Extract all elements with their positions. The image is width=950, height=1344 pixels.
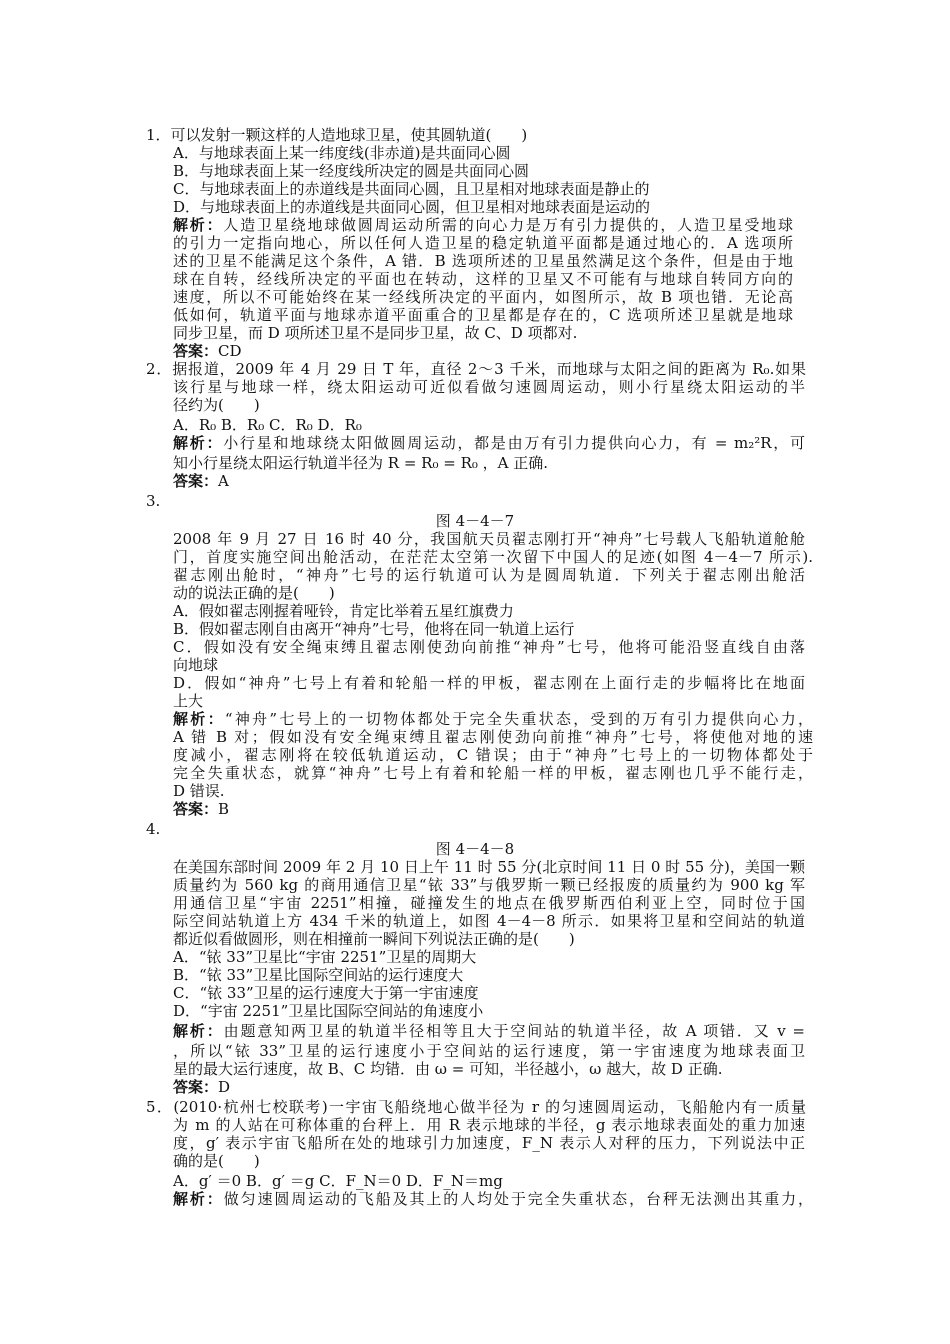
q3-analysis-line: 度减小，翟志刚将在较低轨道运动，C 错误；由于“神舟”七号上的一切物体都处于 — [173, 746, 813, 764]
q5-stem-line: 度，g′ 表示宇宙飞船所在处的地球引力加速度，F_N 表示人对秤的压力，下列说法中正 — [173, 1134, 805, 1152]
q3-answer: 答案：B — [173, 800, 230, 818]
q5-stem-line: 确的是( ) — [173, 1152, 260, 1170]
q3-analysis-label: 解析： — [173, 710, 225, 728]
q3-stem-line: 动的说法正确的是( ) — [173, 584, 335, 602]
q3-analysis-line: 解析：“神舟”七号上的一切物体都处于完全失重状态，受到的万有引力提供向心力， — [173, 710, 813, 728]
q4-option-d: D．“宇宙 2251”卫星比国际空间站的角速度小 — [173, 1002, 484, 1020]
q3-analysis-line: A 错 B 对；假如没有安全绳束缚且翟志刚使劲向前推“神舟”七号，将使他对地的速 — [173, 728, 813, 746]
q4-analysis-line: 星的最大运行速度，故 B、C 均错．由 ω = 可知，半径越小，ω 越大，故 D 正确. — [173, 1060, 723, 1078]
q4-analysis-label: 解析： — [173, 1022, 224, 1040]
q4-stem-line: 都近似看做圆形，则在相撞前一瞬间下列说法正确的是( ) — [173, 930, 575, 948]
q4-answer-label: 答案： — [173, 1078, 219, 1096]
q1-analysis-line: 同步卫星，而 D 项所述卫星不是同步卫星，故 C、D 项都对. — [173, 324, 578, 342]
q4-figure-caption: 图 4－4－8 — [435, 840, 515, 858]
q2-stem-line: 该行星与地球一样，绕太阳运动可近似看做匀速圆周运动，则小行星绕太阳运动的半 — [173, 378, 805, 396]
q2-answer: 答案：A — [173, 472, 229, 490]
q1-analysis-line: 解析：人造卫星绕地球做圆周运动所需的向心力是万有引力提供的，人造卫星受地球 — [173, 216, 793, 234]
q3-figure-caption: 图 4－4－7 — [435, 512, 515, 530]
q1-option-c: C．与地球表面上的赤道线是共面同心圆，且卫星相对地球表面是静止的 — [173, 180, 650, 198]
q4-analysis-line: ，所以“铱 33”卫星的运行速度小于空间站的运行速度，第一宇宙速度为地球表面卫 — [173, 1042, 805, 1060]
q3-option-d-cont: 上大 — [173, 692, 204, 710]
q1-analysis-line: 述的卫星不能满足这个条件，A 错．B 选项所述的卫星虽然满足这个条件，但是由于地 — [173, 252, 793, 270]
q5-stem-line: 5．(2010·杭州七校联考)一宇宙飞船绕地心做半径为 r 的匀速圆周运动，飞船舱内有一质量 — [146, 1098, 806, 1116]
q5-stem-line: 为 m 的人站在可称体重的台秤上．用 R 表示地球的半径，g 表示地球表面处的重力加速 — [173, 1116, 805, 1134]
q3-analysis-line: 完全失重状态，就算“神舟”七号上有着和轮船一样的甲板，翟志刚也几乎不能行走， — [173, 764, 813, 782]
q1-stem: 1．可以发射一颗这样的人造地球卫星，使其圆轨道( ) — [146, 126, 528, 144]
q1-answer-label: 答案： — [173, 342, 219, 360]
q3-stem-line: 2008 年 9 月 27 日 16 时 40 分，我国航天员翟志刚打开“神舟”七号载人飞船轨道舱舱 — [173, 530, 805, 548]
q3-stem-line: 门，首度实施空间出舱活动，在茫茫太空第一次留下中国人的足迹(如图 4－4－7 所示). — [173, 548, 813, 566]
q4-stem-line: 际空间站轨道上方 434 千米的轨道上，如图 4－4－8 所示．如果将卫星和空间站的轨道 — [173, 912, 805, 930]
q4-stem-line: 质量约为 560 kg 的商用通信卫星“铱 33”与俄罗斯一颗已经报废的质量约为 900 kg 军 — [173, 876, 805, 894]
q3-option-d: D．假如“神舟”七号上有着和轮船一样的甲板，翟志刚在上面行走的步幅将比在地面 — [173, 674, 805, 692]
q1-analysis-line: 球在自转，经线所决定的平面也在转动，这样的卫星又不可能有与地球自转同方向的 — [173, 270, 793, 288]
q4-analysis-line: 解析：由题意知两卫星的轨道半径相等且大于空间站的轨道半径，故 A 项错．又 v = — [173, 1022, 805, 1040]
q1-answer: 答案：CD — [173, 342, 242, 360]
q1-analysis-label: 解析： — [173, 216, 224, 234]
q1-option-b: B．与地球表面上某一经度线所决定的圆是共面同心圆 — [173, 162, 530, 180]
q5-options: A．g′ ＝0 B．g′ ＝g C．F_N＝0 D．F_N＝mg — [173, 1172, 503, 1190]
q1-option-a: A．与地球表面上某一纬度线(非赤道)是共面同心圆 — [173, 144, 511, 162]
q4-answer: 答案：D — [173, 1078, 231, 1096]
q5-analysis-label: 解析： — [173, 1190, 224, 1208]
q3-option-a: A．假如翟志刚握着哑铃，肯定比举着五星红旗费力 — [173, 602, 514, 620]
q5-analysis-line: 解析：做匀速圆周运动的飞船及其上的人均处于完全失重状态，台秤无法测出其重力， — [173, 1190, 813, 1208]
q1-analysis-line: 的引力一定指向地心，所以任何人造卫星的稳定轨道平面都是通过地心的．A 选项所 — [173, 234, 793, 252]
q3-option-c-cont: 向地球 — [173, 656, 219, 674]
q4-option-c: C．“铱 33”卫星的运行速度大于第一宇宙速度 — [173, 984, 479, 1002]
q4-stem-line: 用通信卫星“宇宙 2251”相撞，碰撞发生的地点在俄罗斯西伯利亚上空，同时位于国 — [173, 894, 805, 912]
q3-option-b: B．假如翟志刚自由离开“神舟”七号，他将在同一轨道上运行 — [173, 620, 575, 638]
q4-option-a: A．“铱 33”卫星比“宇宙 2251”卫星的周期大 — [173, 948, 477, 966]
q4-option-b: B．“铱 33”卫星比国际空间站的运行速度大 — [173, 966, 464, 984]
q2-analysis-label: 解析： — [173, 434, 224, 452]
q1-analysis-line: 速度，所以不可能始终在某一经线所决定的平面内，如图所示，故 B 项也错．无论高 — [173, 288, 793, 306]
q4-number: 4. — [146, 820, 161, 838]
q3-stem-line: 翟志刚出舱时，“神舟”七号的运行轨道可认为是圆周轨道．下列关于翟志刚出舱活 — [173, 566, 805, 584]
q2-analysis-line: 解析：小行星和地球绕太阳做圆周运动，都是由万有引力提供向心力，有 = m₂²R，可 — [173, 434, 805, 452]
q3-number: 3. — [146, 492, 161, 510]
q4-stem-line: 在美国东部时间 2009 年 2 月 10 日上午 11 时 55 分(北京时间 11 日 0 时 55 分)，美国一颗 — [173, 858, 805, 876]
q2-stem-line: 径约为( ) — [173, 396, 260, 414]
q3-analysis-line: D 错误. — [173, 782, 225, 800]
q3-option-c: C．假如没有安全绳束缚且翟志刚使劲向前推“神舟”七号，他将可能沿竖直线自由落 — [173, 638, 805, 656]
q3-answer-label: 答案： — [173, 800, 219, 818]
q1-option-d: D．与地球表面上的赤道线是共面同心圆，但卫星相对地球表面是运动的 — [173, 198, 651, 216]
q2-options: A．R₀ B．R₀ C．R₀ D．R₀ — [173, 416, 362, 434]
q2-answer-label: 答案： — [173, 472, 219, 490]
q2-analysis-line: 知小行星绕太阳运行轨道半径为 R = R₀ = R₀ ，A 正确. — [173, 454, 549, 472]
q2-stem-line: 2．据报道，2009 年 4 月 29 日 T 年，直径 2～3 千米，而地球与太阳之间的距离为 R₀.如果 — [146, 360, 806, 378]
q1-analysis-line: 低如何，轨道平面与地球赤道平面重合的卫星都是存在的，C 选项所述卫星就是地球 — [173, 306, 793, 324]
